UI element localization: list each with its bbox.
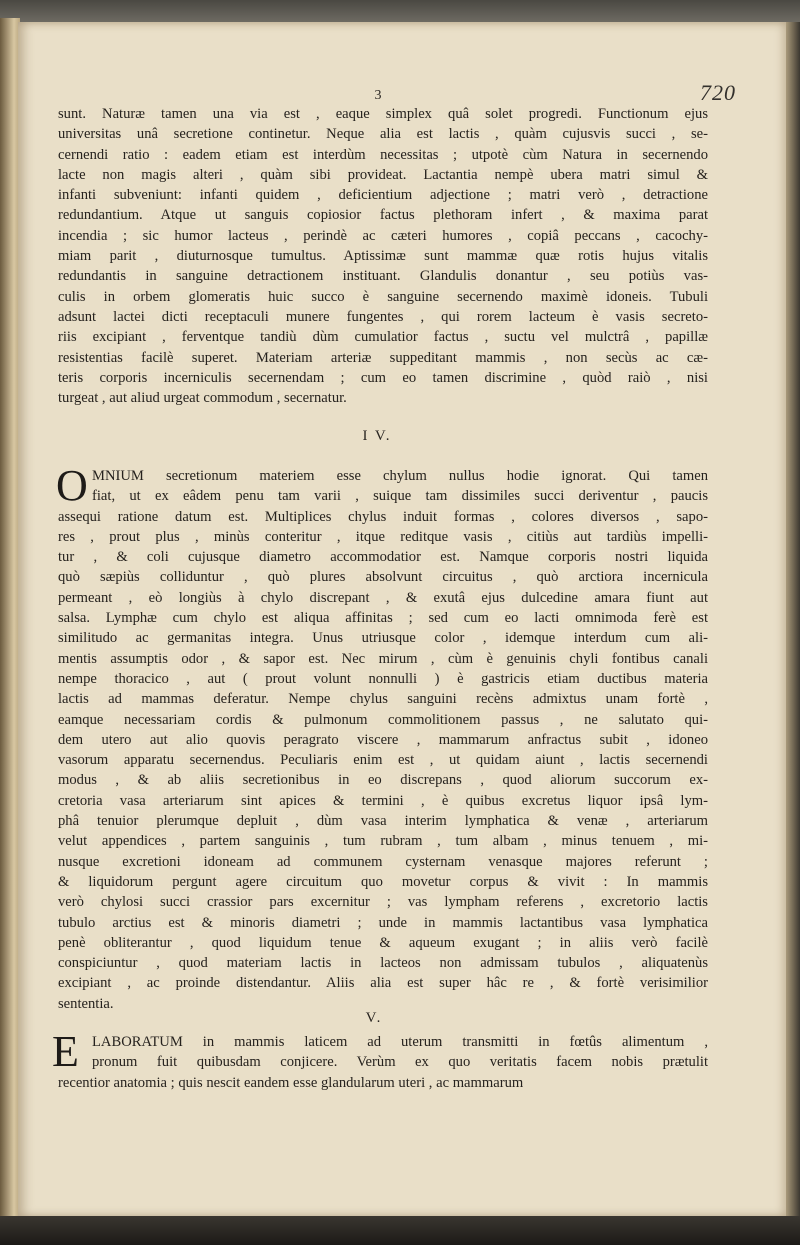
paragraph-section-3 xyxy=(58,104,708,408)
text-line: velut appendices , partem sanguinis , tum rubram , tum albam , minus tenuem , mi- xyxy=(58,833,708,850)
text-line: tubulo arctius est & minoris diametri ; unde in mammis lactantibus vasa lymphatica xyxy=(58,914,708,931)
text-line: sententia. xyxy=(58,995,114,1012)
text-line: pronum fuit quibusdam conjicere. Verùm ex quo veritatis facem nobis prætulit xyxy=(92,1054,708,1071)
text-line: nempe thoracico , aut ( prout volunt nonnulli ) è gastricis etiam ductibus materia xyxy=(58,670,708,687)
text-line: salsa. Lymphæ cum chylo est aliqua affinitas ; sed cum eo lacti omnimoda ferè est xyxy=(58,610,708,627)
text-line: verò chylosi succi crassior pars excernitur ; vas lympham referens , excretorio lactis xyxy=(58,894,708,911)
text-line: & liquidorum pergunt agere circuitum quo movetur corpus & vivit : In mammis xyxy=(58,873,708,890)
text-line: MNIUM secretionum materiem esse chylum nullus hodie ignorat. Qui tamen xyxy=(92,468,708,484)
text-line: mentis assumptis odor , & sapor est. Nec mirum , cùm è genuinis chyli fontibus canali xyxy=(58,650,708,667)
text-line: resistentias facilè superet. Materiam arteriæ suppeditant mammis , non secùs ac cæ- xyxy=(58,349,708,366)
text-line: assequi ratione datum est. Multiplices chylus induit formas , colores diversos , sapo- xyxy=(58,508,708,525)
text-line: tur , & coli cujusque diametro accommodatior est. Namque corporis nostri liquida xyxy=(58,549,708,566)
text-line: recentior anatomia ; quis nescit eandem esse glandularum uteri , ac mammarum xyxy=(58,1074,524,1091)
text-line: lactis ad mammas deferatur. Nempe chylus sanguini recèns admixtus unam fortè , xyxy=(58,691,708,708)
text-line: similitudo ac germanitas integra. Unus utriusque color , idemque interdum cum ali- xyxy=(58,630,708,647)
text-line: infanti subveniunt: infanti quidem , deficientium adjectione ; matri verò , detractione xyxy=(58,187,708,204)
text-line: redundantium. Atque ut sanguis copiosior factus plethoram infert , & maxima parat xyxy=(58,207,708,224)
text-line: universitas unâ secretione continetur. Neque alia est lactis , quàm cujusvis succi , se- xyxy=(58,126,708,143)
text-line: fiat, ut ex eâdem penu tam varii , suique tam dissimiles succi deriventur , paucis xyxy=(92,488,708,505)
page-stack-edge xyxy=(784,22,800,1218)
text-line: modus , & ab aliis secretionibus in eo discrepans , quod aliorum succorum ex- xyxy=(58,772,708,789)
text-line: conspiciuntur , quod materiam lactis in lacteos non admissam tubulos , aliquatenùs xyxy=(58,955,708,972)
text-line: lacte non magis alteri , quàm sibi provideat. Lactantia nempè ubera matri simul & xyxy=(58,166,708,183)
paragraph-section-iv xyxy=(56,461,708,1014)
text-line: turgeat , aut aliud urgeat commodum , secernatur. xyxy=(58,390,347,407)
text-line: phâ tenuior plerumque depluit , dùm vasa interim lymphatica & venæ , arteriarum xyxy=(58,813,708,830)
handwritten-folio-number: 720 xyxy=(700,80,736,105)
text-line: dem utero aut alio quovis peragrato viscere , mammarum anfractus subit , idoneo xyxy=(58,731,708,748)
text-line: adsunt lactei dicti receptaculi munere fungentes , qui rorem lacteum è vasis secreto- xyxy=(58,308,708,325)
page-number: 3 xyxy=(374,88,382,103)
section-heading-iv: I V. xyxy=(362,428,392,444)
text-line: teris corporis incerniculis secernendam ; cum eo tamen discrimine , quòd raiò , nisi xyxy=(58,369,708,386)
text-line: sunt. Naturæ tamen una via est , eaque simplex quâ solet progredi. Functionum ejus xyxy=(58,106,708,122)
text-line: permeant , eò longiùs à chylo discrepant , & exutâ ejus dulcedine amara fiunt aut xyxy=(58,589,708,606)
text-line: cretoria vasa arteriarum sint apices & termini , è quibus excretus liquor ipsâ lym- xyxy=(58,792,708,809)
section-heading-v: V. xyxy=(365,1010,383,1026)
text-line: penè obliterantur , quod liquidum tenue & aqueum exugant ; in aliis verò facilè xyxy=(58,934,708,951)
text-line: culis in orbem glomeratis huic succo è sanguine secernendo maximè idoneis. Tubuli xyxy=(58,288,708,305)
text-line: vasorum apparatu secernendus. Peculiaris enim est , ut quidam aiunt , lactis secernendi xyxy=(58,752,708,769)
scanner-top-edge xyxy=(0,0,800,22)
text-line: excipiant , ac proinde distendantur. Aliis alia est super hâc re , & fortè verisimilior xyxy=(58,975,708,992)
text-line: quò sæpiùs colliduntur , quò plures absolvunt circuitus , quò arctiora incernicula xyxy=(58,569,708,586)
text-line: redundantis in sanguine detractionem instituant. Glandulis donantur , seu potiùs vas- xyxy=(58,268,708,285)
text-line: res , prout plus , minùs conteritur , itque reditque vasis , citiùs aut tardiùs impelli- xyxy=(58,528,708,545)
text-line: incendia ; sic humor lacteus , perindè ac cæteri humores , copiâ peccans , cacochy- xyxy=(58,227,708,244)
text-line: cernendi ratio : eadem etiam est interdùm necessitas ; utpotè cùm Natura in secernendo xyxy=(58,146,708,163)
text-line: eamque necessariam cordis & pulmonum commolitionem passus , ne salutato qui- xyxy=(58,711,708,728)
drop-cap-e: E xyxy=(52,1027,79,1076)
drop-cap-o: O xyxy=(56,461,88,510)
text-line: miam parit , diuturnosque tumultus. Aptissimæ sunt mammæ quæ rotis hujus vitalis xyxy=(58,248,708,265)
text-line: LABORATUM in mammis laticem ad uterum transmitti in fœtûs alimentum , xyxy=(92,1034,708,1050)
book-binding-edge xyxy=(0,18,20,1216)
text-line: riis excipiant , ferventque tandiù dùm cumulatior factus , suctu vel mulctrâ , papillæ xyxy=(58,329,708,346)
scanner-bottom-edge xyxy=(0,1216,800,1245)
paragraph-section-v xyxy=(58,1032,708,1093)
text-line: nusque excretioni idoneam ad communem cysternam venasque majores referunt ; xyxy=(58,853,708,870)
